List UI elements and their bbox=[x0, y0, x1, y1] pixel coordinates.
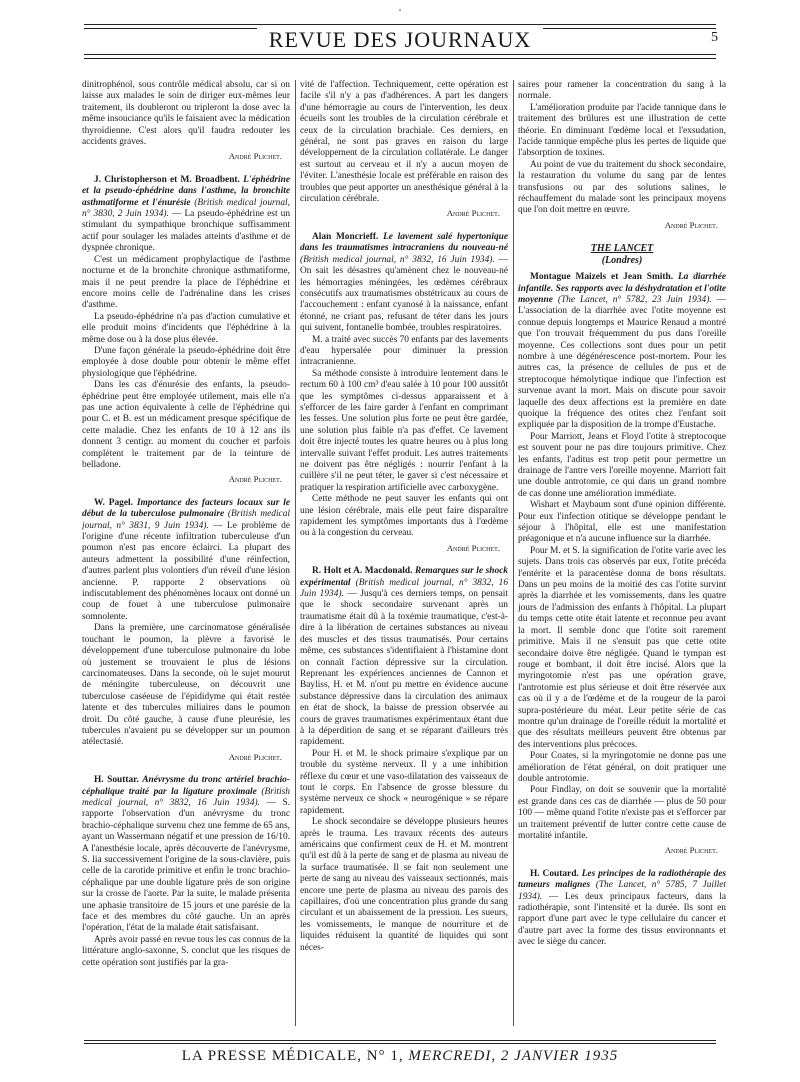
article-title: L'éphédrine et la pseudo-éphédrine dans l'asthme, la bronchite asthmatiforme et l'énurésie bbox=[82, 174, 290, 208]
article-authors: H. Coutard. bbox=[530, 868, 579, 879]
paragraph: — On sait les désastres qu'amènent chez le nouveau-né les hémorragies méningées, les œdèmes cérébraux consécutifs aux traumatismes obstétricaux au cours de l'accouchement : enfant cyanosé à la naissance, enfant étonné, ne criant pas, refusant de téter dans les jours qui suivent, fontanelle bombée, troubles respiratoires. bbox=[300, 254, 508, 334]
signature: André Plichet. bbox=[664, 845, 718, 856]
signature: André Plichet. bbox=[446, 542, 500, 553]
page-number: 5 bbox=[711, 30, 718, 45]
article-reference: (British medical journal, n° 3830, 2 Juin 1934). bbox=[82, 197, 290, 220]
paragraph: Wishart et Maybaum sont d'une opinion différente. Pour eux l'infection otitique se développe pendant le séjour à l'hôpital, elle est une manifestation préagonique et n'a aucune influence sur la diarrhée. bbox=[518, 500, 726, 545]
article bbox=[518, 869, 726, 949]
article-title: Les principes de la radiothérapie des tumeurs malignes bbox=[518, 868, 726, 891]
paragraph: Pour Coates, si la myringotomie ne donne pas une amélioration de l'état général, on doit pratiquer une double antrotomie. bbox=[518, 751, 726, 784]
signature: André Plichet. bbox=[664, 219, 718, 230]
footer-journal: LA PRESSE MÉDICALE, N° 1, bbox=[181, 1048, 404, 1064]
signature: André Plichet. bbox=[228, 151, 282, 162]
signature: André Plichet. bbox=[228, 474, 282, 485]
column-separator bbox=[513, 80, 514, 1026]
article-authors: H. Souttar. bbox=[94, 775, 139, 786]
paragraph: D'une façon générale la pseudo-éphédrine doit être employée à dose double pour obtenir le même effet physiologique que l'éphédrine. bbox=[82, 345, 290, 379]
article bbox=[82, 775, 290, 969]
article-heading bbox=[300, 232, 508, 335]
article-continued bbox=[518, 80, 726, 231]
paragraph: La pseudo-éphédrine n'a pas d'action cumulative et elle produit moins d'incidents que l'éphédrine à la même dose ou à la dose plus élevée. bbox=[82, 311, 290, 345]
footer-text bbox=[84, 1048, 716, 1065]
article-heading bbox=[518, 869, 726, 949]
paragraph: — La pseudo-éphédrine est un stimulant du sympathique bronchique suffisamment actif pour soulager les malades atteints d'asthme et de dyspnée chronique. bbox=[82, 209, 290, 254]
paragraph: — Les deux principaux facteurs, dans la radiothérapie, sont l'intensité et la durée. Ils sont en rapport d'une part avec le type cellulaire du cancer et d'autre part avec la forme des tissus environnants et avec le siège du cancer. bbox=[518, 891, 726, 948]
article-reference: (The Lancet, n° 5782, 23 Juin 1934). bbox=[557, 294, 712, 305]
paragraph: Pour M. et S. la signification de l'otite varie avec les sujets. Dans trois cas observés par eux, l'otite précéda l'entérite et la paracentèse donna de bons résultats. Dans un peu moins de la moitié des cas l'otite survint après la diarrhée et les vomissements, dans les quatre jours de l'admission des enfants à l'hôpital. La plupart du temps cette otite était latente et reconnue peu avant la mort. Il semble donc que l'otite soit rarement primitive. Mais il ne s'ensuit pas que cette otite secondaire doive être négligée. Quand le tympan est rouge et bombant, il doit être incisé. Alors que la myringotomie n'est pas une opération grave, l'antrotomie est plus sérieuse et doit être réservée aux cas où il y a de l'œdème et de la rougeur de la paroi supra-postérieure du méat. Leur petite série de cas montre qu'un drainage de l'oreille réduit la mortalité et que des résultats meilleurs peuvent être obtenus par des interventions plus précoces. bbox=[518, 545, 726, 750]
article-authors: R. Holt et A. Macdonald. bbox=[312, 566, 413, 577]
paragraph: — Le problème de l'origine d'une récente infiltration tuberculeuse d'un poumon n'est pas encore éclairci. La plupart des auteurs admettent la possibilité d'une réinfection, d'autres parlent plus volontiers d'un réveil d'une lésion ancienne. P. rapporte 2 observations où indiscutablement des phénomènes locaux ont donné un coup de fouet à une tuberculose pulmonaire somnolente. bbox=[82, 520, 290, 622]
article-heading bbox=[82, 775, 290, 935]
article-title: Remarques sur le shock expérimental bbox=[300, 566, 508, 588]
article-columns bbox=[82, 80, 724, 1026]
article-reference: (British medical journal, n° 3831, 9 Juin 1934). bbox=[82, 509, 290, 531]
article bbox=[82, 175, 290, 486]
paragraph: Dans la première, une carcinomatose généralisée touchant le poumon, la plèvre a favorisé le développement d'une tuberculose pulmonaire du lobe où justement se trouvaient le plus de lésions carcinomateuses. Dans la seconde, où le sujet mourut de méningite tuberculeuse, on découvrit une tuberculose caséeuse de l'épididyme qui était restée latente et des tubercules miliaires dans le poumon droit. Du côté gauche, à cause d'une pleurésie, les tubercules n'avaient pu se développer sur un poumon atélectasié. bbox=[82, 623, 290, 748]
column-2 bbox=[300, 80, 508, 1026]
paragraph: Pour Findlay, on doit se souvenir que la mortalité est grande dans ces cas de diarrhée — plus de 50 pour 100 — même quand l'otite n'existe pas et s'efforcer par un traitement préventif de lutter contre cette cause de mortalité infantile. bbox=[518, 785, 726, 841]
article-title: La diarrhée infantile. Ses rapports avec la déshydratation et l'otite moyenne bbox=[518, 272, 726, 305]
paragraph: — S. rapporte l'observation d'un anévrysme du tronc brachio-céphalique survenu chez une femme de 65 ans, ayant un Wassermann négatif et une pression de 16/10. A l'anesthésie locale, après découverte de l'anévrysme, S. lia successivement l'origine de la sous-clavière, puis celle de la carotide primitive et enfin le tronc brachio-céphalique par une double ligature près de son origine sur la crosse de l'aorte. Par la suite, le malade présenta une aphasie transitoire de 15 jours et une parésie de la face et des membres du côté gauche. Un an après l'opération, l'état de la malade était satisfaisant. bbox=[82, 797, 290, 934]
journal-heading: THE LANCET bbox=[590, 243, 654, 255]
article-title: Anévrysme du tronc artériel brachio-céphalique traité par la ligature proximale bbox=[82, 775, 290, 797]
article-authors: Alan Moncrieff. bbox=[312, 231, 379, 242]
paragraph: Le shock secondaire se développe plusieurs heures après le trauma. Les travaux récents des auteurs américains que confirment ceux de H. et M. montrent qu'il est dû à la perte de sang et de plasma au niveau de la surface traumatisée. Il se fait non seulement une perte de sang au niveau des vaisseaux sectionnés, mais encore une perte de plasma au niveau des parois des capillaires, d'où une concentration plus grande du sang circulant et un abaissement de la pression. Les sueurs, les vomissements, le manque de nourriture et de liquides réduisent la quantité de liquides qui sont néces- bbox=[300, 817, 508, 953]
article-title: Importance des facteurs locaux sur le début de la tuberculose pulmonaire bbox=[82, 497, 290, 520]
column-3 bbox=[518, 80, 726, 1026]
paragraph: Cette méthode ne peut sauver les enfants qui ont une lésion cérébrale, mais elle peut faire disparaître rapidement les symptômes importants dus à l'œdème ou à la congestion du cerveau. bbox=[300, 494, 508, 539]
article-heading bbox=[82, 498, 290, 623]
article-reference: (British medical journal, n° 3832, 16 Juin 1934). bbox=[300, 254, 495, 265]
article-reference: (The Lancet, n° 5785, 7 Juillet 1934). bbox=[518, 880, 726, 902]
article bbox=[82, 498, 290, 763]
paragraph: Après avoir passé en revue tous les cas connus de la littérature anglo-saxonne, S. conclut que les risques de cette opération sont justifiés par la gra- bbox=[82, 934, 290, 968]
article-heading bbox=[518, 272, 726, 432]
page-footer bbox=[84, 1040, 716, 1070]
article-reference: (British medical journal, n° 3832, 16 Juin 1934). bbox=[300, 577, 508, 600]
article bbox=[300, 232, 508, 554]
paragraph: L'amélioration produite par l'acide tannique dans le traitement des brûlures est une illustration de cette théorie. En diminuant l'œdème local et l'exsudation, l'acide tannique empêche plus les pertes de liquide que l'absorption de toxines. bbox=[518, 102, 726, 159]
page-header bbox=[84, 22, 716, 62]
paragraph: — Jusqu'à ces derniers temps, on pensait que le shock secondaire survenant après un traumatisme était dû à la toxémie traumatique, c'est-à-dire à la libération de certaines substances au niveau des muscles et des tissus traumatisés. Pour certains même, ces substances s'identifiaient à l'histamine dont on connaît l'action dépressive sur la circulation. Reprenant les expériences anciennes de Cannon et Bayliss, H. et M. n'ont pu mettre en évidence aucune substance dépressive dans la circulation des animaux en état de shock, la baisse de pression observée au cours de graves traumatismes expérimentaux étant due à la déperdition de sang et se réparant d'ailleurs très rapidement. bbox=[300, 589, 508, 748]
article-continued bbox=[82, 80, 290, 163]
article-continued bbox=[300, 80, 508, 220]
signature: André Plichet. bbox=[228, 751, 282, 762]
paragraph: dinitrophénol, sous contrôle médical absolu, car si on laisse aux malades le soin de diriger eux-mêmes leur traitement, ils doubleront ou tripleront la dose avec la même insouciance qu'ils le faisaient avec la médication thyroïdienne. C'est alors qu'il faudra redouter les accidents graves. bbox=[82, 80, 290, 148]
footer-date: MERCREDI, 2 JANVIER 1935 bbox=[408, 1048, 619, 1064]
article-reference: (British medical journal, n° 3832, 16 Juin 1934). bbox=[82, 786, 290, 808]
top-marks: " bbox=[398, 8, 402, 17]
paragraph: Pour Marriott, Jeans et Floyd l'otite à streptocoque est souvent pour ne pas dire toujours primitive. Chez les enfants, l'aditus est trop petit pour permettre un drainage de l'antre vers l'oreille moyenne. Marriott fait une double antrotomie, ce qui dans un grand nombre de cas donne une amélioration immédiate. bbox=[518, 431, 726, 499]
column-separator bbox=[295, 80, 296, 1026]
paragraph: Sa méthode consiste à introduire lentement dans le rectum 60 à 100 cm³ d'eau salée à 10 pour 100 aussitôt que les symptômes ci-dessus apparaissent et à s'efforcer de les faire garder à l'enfant en comprimant les fesses. Une solution plus forte ne peut être gardée, une solution plus faible n'a pas d'effet. Ce lavement doit être injecté toutes les quatre heures ou à plus long intervalle suivant l'effet produit. Les autres traitements ne doivent pas être négligés : nourrir l'enfant à la cuillère s'il ne peut téter, le gaver si c'est nécessaire et pratiquer la respiration artificielle avec carboxygène. bbox=[300, 368, 508, 493]
article-authors: W. Pagel. bbox=[94, 497, 133, 508]
article-heading bbox=[82, 175, 290, 255]
article-authors: Montague Maizels et Jean Smith. bbox=[530, 272, 674, 283]
signature: André Plichet. bbox=[446, 208, 500, 219]
article bbox=[300, 566, 508, 954]
article bbox=[518, 272, 726, 857]
paragraph: C'est un médicament prophylactique de l'asthme nocturne et de la bronchite chronique asthmatiforme, mais il ne peut prendre la place de l'éphédrine et encore moins celle de l'adrénaline dans les crises d'asthme. bbox=[82, 254, 290, 311]
article-heading bbox=[300, 566, 508, 749]
paragraph: vité de l'affection. Techniquement, cette opération est facile s'il n'y a pas d'adhérences. A part les dangers d'une hémorragie au cours de l'intervention, les deux écueils sont les troubles de la circulation cérébrale et ceux de la circulation brachiale. Ces derniers, en général, ne sont pas graves en raison du large développement de la circulation collatérale. Le danger est surtout au cerveau et il n'y a aucun moyen de l'éviter. L'anesthésie locale est préférable en raison des troubles que peut apporter un anesthésique général à la circulation cérébrale. bbox=[300, 80, 508, 205]
column-1 bbox=[82, 80, 290, 1026]
paragraph: Au point de vue du traitement du shock secondaire, la restauration du volume du sang par de lentes transfusions ou par des solutions salines, le réchauffement du malade sont les principaux moyens que l'on doit mettre en œuvre. bbox=[518, 159, 726, 216]
page-title: REVUE DES JOURNAUX bbox=[84, 27, 716, 53]
paragraph: Pour H. et M. le shock primaire s'explique par un trouble du système nerveux. Il y a une inhibition réflexe du cœur et une vaso-dilatation des vaisseaux de tout le corps. En l'absence de grosse blessure du système nerveux ce shock « neurogénique » se répare rapidement. bbox=[300, 748, 508, 816]
journal-subheading: (Londres) bbox=[601, 254, 643, 266]
article-authors: J. Christopherson et M. Broadbent. bbox=[94, 174, 240, 185]
paragraph: — L'association de la diarrhée avec l'otite moyenne est connue depuis longtemps et Maurice Renaud a montré que l'on trouvait fréquemment du pus dans l'oreille moyenne. Ces collections sont dues pour un petit nombre à une dégénérescence post-mortem. Pour les autres cas, la présence de cellules de pus et de streptocoque hémolytique indique que l'infection est survenue avant la mort. Mais on discute pour savoir laquelle des deux affections est la première en date quoique la fréquence des otites chez l'enfant soit expliquée par la disposition de la trompe d'Eustache. bbox=[518, 294, 726, 431]
paragraph: saires pour ramener la concentration du sang à la normale. bbox=[518, 80, 726, 102]
paragraph: M. a traité avec succès 70 enfants par des lavements d'eau hypersalée pour diminuer la pression intracranienne. bbox=[300, 334, 508, 368]
article-title: Le lavement salé hypertonique dans les traumatismes intracraniens du nouveau-né bbox=[300, 231, 508, 254]
paragraph: Dans les cas d'énurésie des enfants, la pseudo-éphédrine peut être employée utilement, mais elle n'a pas une action équivalente à celle de l'éphédrine qui pour C. et B. est un médicament presque spécifique de cette maladie. Chez les enfants de 10 à 12 ans ils donnent 3 centigr. au moment du coucher et parfois complètent le traitement par de la teinture de belladone. bbox=[82, 380, 290, 470]
